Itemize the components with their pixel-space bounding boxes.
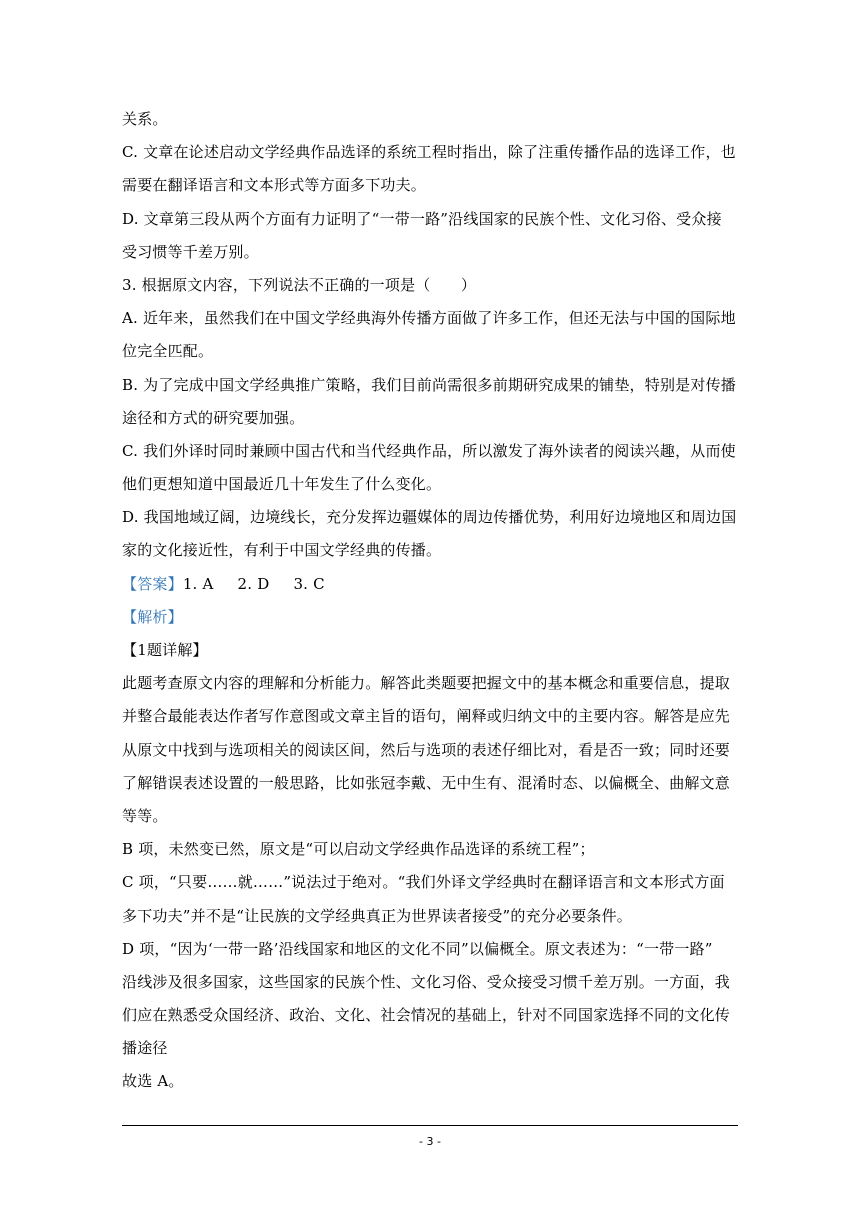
detail-line: 此题考查原文内容的理解和分析能力。解答此类题要把握文中的基本概念和重要信息，提取 <box>122 674 731 693</box>
paragraph-line: 家的文化接近性，有利于中国文学经典的传播。 <box>122 541 442 560</box>
option-b-line: B. 为了完成中国文学经典推广策略，我们目前尚需很多前期研究成果的铺垫，特别是对传播 <box>122 375 736 394</box>
detail-line: 们应在熟悉受众国经济、政治、文化、社会情况的基础上，针对不同国家选择不同的文化传 <box>122 1006 731 1025</box>
option-d-line: D. 文章第三段从两个方面有力证明了“一带一路”沿线国家的民族个性、文化习俗、受众接 <box>122 209 722 228</box>
answer-label: 【答案】 <box>122 574 183 593</box>
option-c-line: C. 文章在论述启动文学经典作品选译的系统工程时指出，除了注重传播作品的选译工作，也 <box>122 143 736 162</box>
detail-heading: 【1题详解】 <box>122 641 208 659</box>
option-a-line: A. 近年来，虽然我们在中国文学经典海外传播方面做了许多工作，但还无法与中国的国际地 <box>122 309 736 328</box>
detail-line: 了解错误表述设置的一般思路，比如张冠李戴、无中生有、混淆时态、以偏概全、曲解文意 <box>122 773 731 792</box>
detail-line: C 项，“只要……就……”说法过于绝对。“我们外译文学经典时在翻译语言和文本形式方面 <box>122 873 725 892</box>
paragraph-line: 需要在翻译语言和文本形式等方面多下功夫。 <box>122 176 427 195</box>
paragraph-line: 途径和方式的研究要加强。 <box>122 408 305 427</box>
answer-item: 1. A <box>182 574 214 593</box>
detail-line: 播途径 <box>122 1039 168 1058</box>
question-3-line: 3. 根据原文内容，下列说法不正确的一项是（ ） <box>122 275 477 294</box>
detail-line: 多下功夫”并不是“让民族的文学经典真正为世界读者接受”的充分必要条件。 <box>122 906 633 925</box>
answer-item: 3. C <box>293 574 325 593</box>
detail-line: 故选 A。 <box>122 1072 184 1091</box>
paragraph-line: 位完全匹配。 <box>122 342 214 361</box>
detail-line: B 项，未然变已然，原文是“可以启动文学经典作品选译的系统工程”； <box>122 840 595 859</box>
paragraph-line: 关系。 <box>122 110 168 128</box>
detail-line: 沿线涉及很多国家，这些国家的民族个性、文化习俗、受众接受习惯千差万别。一方面，我 <box>122 972 731 991</box>
option-c-line: C. 我们外译时同时兼顾中国古代和当代经典作品，所以激发了海外读者的阅读兴趣，从而使 <box>122 441 736 460</box>
paragraph-line: 他们更想知道中国最近几十年发生了什么变化。 <box>122 475 442 494</box>
footer-divider <box>122 1125 738 1126</box>
answer-line <box>122 568 738 601</box>
paragraph-line: 受习惯等千差万别。 <box>122 242 259 261</box>
option-d-line: D. 我国地域辽阔，边境线长，充分发挥边疆媒体的周边传播优势，利用好边境地区和周边国 <box>122 508 737 527</box>
detail-line: D 项，“因为‘一带一路’沿线国家和地区的文化不同”以偏概全。原文表述为：“一带一路” <box>122 939 713 958</box>
detail-line: 并整合最能表达作者写作意图或文章主旨的语句，阐释或归纳文中的主要内容。解答是应先 <box>122 707 731 726</box>
document-body <box>122 103 738 1099</box>
analysis-label: 【解析】 <box>122 607 183 626</box>
detail-line: 从原文中找到与选项相关的阅读区间，然后与选项的表述仔细比对，看是否一致；同时还要 <box>122 740 731 759</box>
detail-line: 等等。 <box>122 806 168 825</box>
page-number: - 3 - <box>419 1135 441 1148</box>
answer-item: 2. D <box>237 574 270 593</box>
